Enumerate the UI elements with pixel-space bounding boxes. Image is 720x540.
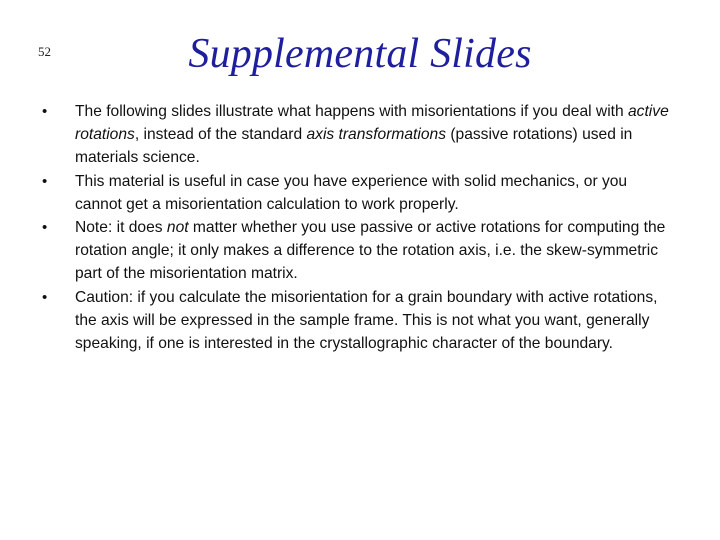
bullet-text	[75, 289, 657, 352]
bullet-segment: matter whether you use passive or active rotations for computing the rotation angle; it only makes a difference to the rotation axis, i.e. the skew-symmetric part of the misorientation matrix.	[75, 219, 666, 283]
slide-title: Supplemental Slides	[188, 31, 532, 77]
bullet-dot-icon: •	[42, 172, 48, 190]
bullet-segment: Note: it does	[75, 219, 167, 237]
bullet-segment: Caution: if you calculate the misorientation for a grain boundary with active rotations, the axis will be expressed in the sample frame. This is not what you want, generally speaking, if one is interested in the crystallographic character of the boundary.	[75, 288, 658, 353]
bullet-dot-icon: •	[42, 288, 48, 306]
bullet-dot-icon: •	[42, 219, 48, 237]
bullet-segment: The following slides illustrate what happens with misorientations if you deal with	[75, 103, 628, 120]
bullet-item	[40, 100, 675, 170]
bullet-list	[40, 100, 675, 355]
bullet-text	[75, 173, 627, 213]
bullet-item	[40, 170, 675, 216]
slide-number: 52	[38, 44, 51, 59]
bullet-segment: , instead of the standard	[134, 126, 307, 144]
bullet-segment-italic: not	[166, 219, 189, 237]
bullet-segment: (passive rotations) used in materials science.	[75, 126, 633, 167]
bullet-item	[40, 216, 675, 286]
bullet-dot-icon: •	[42, 103, 48, 120]
bullet-segment-italic: axis transformations	[306, 126, 446, 144]
bullet-text	[75, 219, 665, 282]
bullet-text	[75, 103, 669, 166]
bullet-segment: This material is useful in case you have experience with solid mechanics, or you cannot get a misorientation calculation to work properly.	[75, 172, 628, 213]
bullet-item	[40, 286, 675, 356]
bullet-segment-italic: active rotations	[75, 103, 669, 144]
